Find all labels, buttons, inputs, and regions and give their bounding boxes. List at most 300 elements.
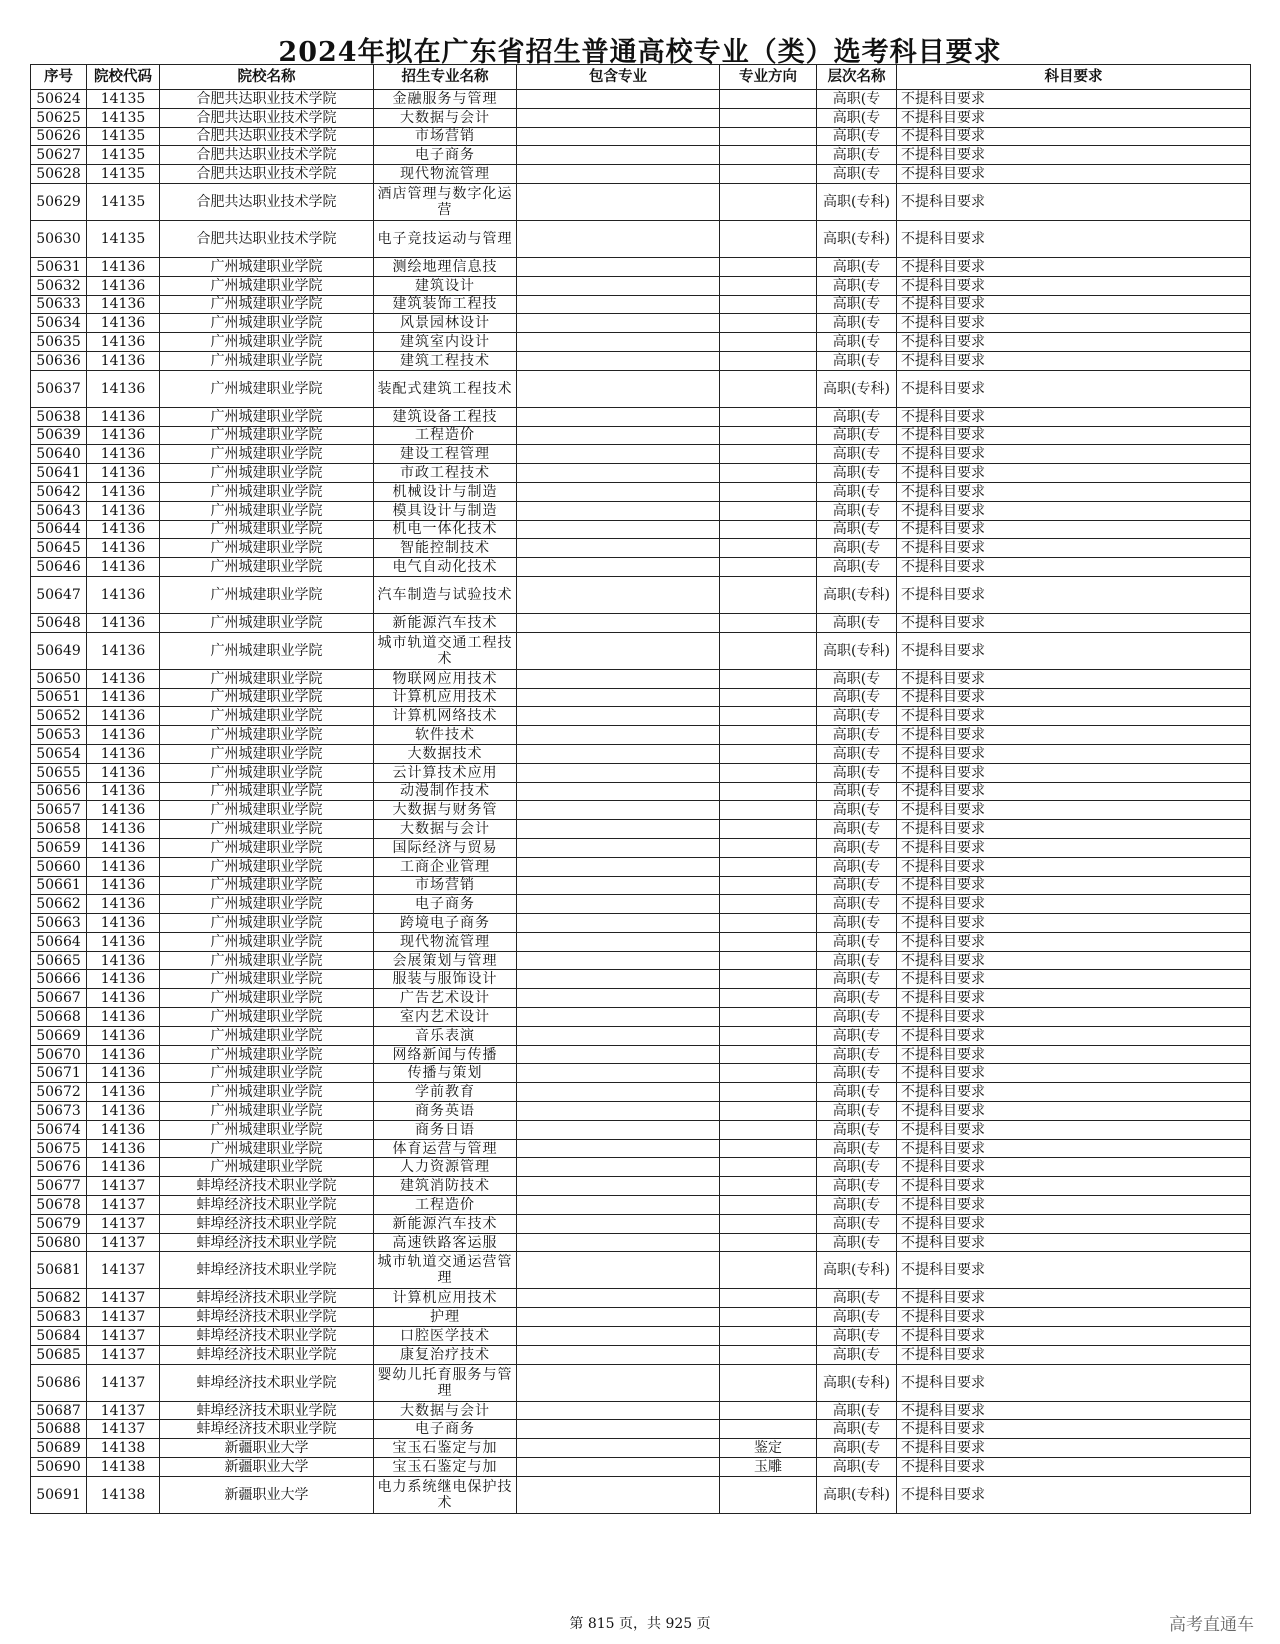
cell-school-name: 广州城建职业学院	[160, 576, 374, 613]
cell-seq: 50691	[31, 1476, 87, 1513]
cell-seq: 50654	[31, 744, 87, 763]
cell-included-majors	[517, 1158, 720, 1177]
cell-included-majors	[517, 558, 720, 577]
cell-direction	[720, 688, 817, 707]
cell-seq: 50684	[31, 1327, 87, 1346]
table-row	[31, 989, 1251, 1008]
cell-subject-req: 不提科目要求	[897, 558, 1251, 577]
cell-seq: 50688	[31, 1420, 87, 1439]
cell-school-name: 蚌埠经济技术职业学院	[160, 1252, 374, 1289]
cell-level: 高职(专	[817, 1289, 897, 1308]
cell-included-majors	[517, 763, 720, 782]
cell-school-code: 14136	[87, 1083, 160, 1102]
cell-major-name: 建筑消防技术	[374, 1177, 517, 1196]
cell-school-name: 广州城建职业学院	[160, 744, 374, 763]
cell-school-name: 广州城建职业学院	[160, 276, 374, 295]
cell-included-majors	[517, 295, 720, 314]
cell-included-majors	[517, 426, 720, 445]
cell-included-majors	[517, 895, 720, 914]
cell-subject-req: 不提科目要求	[897, 838, 1251, 857]
cell-school-code: 14138	[87, 1476, 160, 1513]
cell-school-name: 广州城建职业学院	[160, 876, 374, 895]
cell-major-name: 婴幼儿托育服务与管理	[374, 1364, 517, 1401]
cell-school-code: 14136	[87, 370, 160, 407]
cell-subject-req: 不提科目要求	[897, 876, 1251, 895]
cell-level: 高职(专	[817, 314, 897, 333]
table-row	[31, 613, 1251, 632]
cell-direction	[720, 558, 817, 577]
cell-major-name: 康复治疗技术	[374, 1345, 517, 1364]
cell-school-code: 14136	[87, 669, 160, 688]
table-row	[31, 707, 1251, 726]
table-row	[31, 970, 1251, 989]
cell-subject-req: 不提科目要求	[897, 1008, 1251, 1027]
cell-school-code: 14137	[87, 1196, 160, 1215]
cell-school-code: 14136	[87, 970, 160, 989]
cell-school-name: 广州城建职业学院	[160, 989, 374, 1008]
table-row	[31, 146, 1251, 165]
cell-level: 高职(专	[817, 333, 897, 352]
cell-subject-req: 不提科目要求	[897, 501, 1251, 520]
table-body	[31, 90, 1251, 1514]
table-row	[31, 857, 1251, 876]
cell-school-name: 广州城建职业学院	[160, 932, 374, 951]
cell-school-code: 14137	[87, 1233, 160, 1252]
table-row	[31, 1196, 1251, 1215]
cell-included-majors	[517, 744, 720, 763]
table-row	[31, 1083, 1251, 1102]
cell-subject-req: 不提科目要求	[897, 1214, 1251, 1233]
cell-direction	[720, 1308, 817, 1327]
table-row	[31, 276, 1251, 295]
col-header-school-name: 院校名称	[160, 65, 374, 90]
cell-level: 高职(专	[817, 165, 897, 184]
cell-major-name: 会展策划与管理	[374, 951, 517, 970]
cell-seq: 50664	[31, 932, 87, 951]
cell-major-name: 模具设计与制造	[374, 501, 517, 520]
cell-level: 高职(专	[817, 669, 897, 688]
cell-included-majors	[517, 351, 720, 370]
cell-school-code: 14135	[87, 146, 160, 165]
cell-level: 高职(专	[817, 1158, 897, 1177]
table-row	[31, 1064, 1251, 1083]
cell-school-name: 蚌埠经济技术职业学院	[160, 1401, 374, 1420]
cell-subject-req: 不提科目要求	[897, 1196, 1251, 1215]
cell-level: 高职(专科)	[817, 632, 897, 669]
cell-school-code: 14137	[87, 1364, 160, 1401]
cell-major-name: 软件技术	[374, 726, 517, 745]
cell-included-majors	[517, 914, 720, 933]
cell-school-name: 广州城建职业学院	[160, 257, 374, 276]
cell-school-code: 14136	[87, 951, 160, 970]
cell-included-majors	[517, 314, 720, 333]
col-header-seq: 序号	[31, 65, 87, 90]
cell-direction	[720, 876, 817, 895]
table-row	[31, 1420, 1251, 1439]
cell-subject-req: 不提科目要求	[897, 539, 1251, 558]
cell-school-name: 广州城建职业学院	[160, 1158, 374, 1177]
cell-school-code: 14136	[87, 314, 160, 333]
cell-level: 高职(专	[817, 1196, 897, 1215]
cell-school-code: 14135	[87, 108, 160, 127]
cell-school-code: 14136	[87, 989, 160, 1008]
cell-major-name: 国际经济与贸易	[374, 838, 517, 857]
cell-level: 高职(专	[817, 108, 897, 127]
cell-direction	[720, 1214, 817, 1233]
cell-school-code: 14136	[87, 820, 160, 839]
table-row	[31, 1364, 1251, 1401]
cell-school-code: 14136	[87, 1102, 160, 1121]
table-row	[31, 370, 1251, 407]
cell-school-name: 蚌埠经济技术职业学院	[160, 1177, 374, 1196]
col-header-included-majors: 包含专业	[517, 65, 720, 90]
cell-included-majors	[517, 165, 720, 184]
cell-school-code: 14136	[87, 445, 160, 464]
cell-subject-req: 不提科目要求	[897, 183, 1251, 220]
cell-included-majors	[517, 1289, 720, 1308]
cell-major-name: 机电一体化技术	[374, 520, 517, 539]
cell-major-name: 物联网应用技术	[374, 669, 517, 688]
cell-major-name: 汽车制造与试验技术	[374, 576, 517, 613]
cell-school-code: 14135	[87, 165, 160, 184]
cell-level: 高职(专	[817, 951, 897, 970]
cell-subject-req: 不提科目要求	[897, 1120, 1251, 1139]
cell-seq: 50631	[31, 257, 87, 276]
cell-included-majors	[517, 108, 720, 127]
cell-school-name: 广州城建职业学院	[160, 407, 374, 426]
cell-school-name: 蚌埠经济技术职业学院	[160, 1308, 374, 1327]
cell-school-code: 14136	[87, 426, 160, 445]
cell-major-name: 工程造价	[374, 426, 517, 445]
cell-direction	[720, 970, 817, 989]
cell-school-code: 14136	[87, 914, 160, 933]
cell-seq: 50632	[31, 276, 87, 295]
cell-level: 高职(专	[817, 1233, 897, 1252]
cell-school-code: 14137	[87, 1420, 160, 1439]
cell-school-code: 14136	[87, 482, 160, 501]
cell-included-majors	[517, 801, 720, 820]
cell-level: 高职(专	[817, 90, 897, 109]
cell-direction	[720, 838, 817, 857]
cell-included-majors	[517, 1120, 720, 1139]
table-row	[31, 1401, 1251, 1420]
cell-seq: 50643	[31, 501, 87, 520]
cell-included-majors	[517, 90, 720, 109]
cell-school-code: 14136	[87, 857, 160, 876]
cell-school-name: 广州城建职业学院	[160, 370, 374, 407]
cell-seq: 50642	[31, 482, 87, 501]
cell-school-code: 14136	[87, 407, 160, 426]
cell-level: 高职(专	[817, 1045, 897, 1064]
cell-direction	[720, 257, 817, 276]
cell-subject-req: 不提科目要求	[897, 146, 1251, 165]
cell-major-name: 计算机应用技术	[374, 1289, 517, 1308]
cell-included-majors	[517, 1008, 720, 1027]
cell-included-majors	[517, 932, 720, 951]
cell-direction	[720, 165, 817, 184]
cell-school-name: 合肥共达职业技术学院	[160, 108, 374, 127]
cell-seq: 50665	[31, 951, 87, 970]
cell-seq: 50677	[31, 1177, 87, 1196]
cell-school-code: 14136	[87, 895, 160, 914]
cell-subject-req: 不提科目要求	[897, 726, 1251, 745]
cell-seq: 50667	[31, 989, 87, 1008]
cell-included-majors	[517, 445, 720, 464]
cell-school-name: 广州城建职业学院	[160, 295, 374, 314]
cell-direction	[720, 90, 817, 109]
cell-subject-req: 不提科目要求	[897, 257, 1251, 276]
table-row	[31, 558, 1251, 577]
cell-direction	[720, 820, 817, 839]
table-row	[31, 333, 1251, 352]
cell-seq: 50653	[31, 726, 87, 745]
table-row	[31, 1214, 1251, 1233]
cell-subject-req: 不提科目要求	[897, 576, 1251, 613]
cell-included-majors	[517, 257, 720, 276]
cell-school-name: 蚌埠经济技术职业学院	[160, 1214, 374, 1233]
table-row	[31, 257, 1251, 276]
cell-direction	[720, 445, 817, 464]
cell-major-name: 酒店管理与数字化运营	[374, 183, 517, 220]
cell-subject-req: 不提科目要求	[897, 482, 1251, 501]
cell-school-code: 14136	[87, 744, 160, 763]
cell-included-majors	[517, 1420, 720, 1439]
cell-seq: 50674	[31, 1120, 87, 1139]
cell-school-code: 14136	[87, 801, 160, 820]
cell-school-code: 14136	[87, 763, 160, 782]
cell-included-majors	[517, 1045, 720, 1064]
cell-major-name: 电子竞技运动与管理	[374, 220, 517, 257]
cell-school-name: 新疆职业大学	[160, 1439, 374, 1458]
cell-major-name: 现代物流管理	[374, 932, 517, 951]
table-row	[31, 482, 1251, 501]
cell-seq: 50630	[31, 220, 87, 257]
table-row	[31, 520, 1251, 539]
cell-subject-req: 不提科目要求	[897, 1476, 1251, 1513]
cell-school-name: 广州城建职业学院	[160, 726, 374, 745]
cell-level: 高职(专	[817, 726, 897, 745]
cell-level: 高职(专	[817, 539, 897, 558]
cell-subject-req: 不提科目要求	[897, 276, 1251, 295]
cell-major-name: 城市轨道交通工程技术	[374, 632, 517, 669]
cell-school-code: 14137	[87, 1177, 160, 1196]
cell-included-majors	[517, 1102, 720, 1121]
cell-level: 高职(专	[817, 763, 897, 782]
cell-level: 高职(专	[817, 820, 897, 839]
cell-subject-req: 不提科目要求	[897, 1102, 1251, 1121]
cell-seq: 50672	[31, 1083, 87, 1102]
table-row	[31, 688, 1251, 707]
cell-direction	[720, 1045, 817, 1064]
cell-direction	[720, 220, 817, 257]
cell-included-majors	[517, 1252, 720, 1289]
cell-school-code: 14137	[87, 1214, 160, 1233]
cell-major-name: 建筑设计	[374, 276, 517, 295]
cell-seq: 50639	[31, 426, 87, 445]
cell-direction	[720, 726, 817, 745]
cell-included-majors	[517, 333, 720, 352]
cell-school-code: 14137	[87, 1327, 160, 1346]
cell-seq: 50666	[31, 970, 87, 989]
cell-level: 高职(专	[817, 1008, 897, 1027]
cell-direction	[720, 1139, 817, 1158]
cell-major-name: 市场营销	[374, 127, 517, 146]
cell-direction	[720, 632, 817, 669]
cell-level: 高职(专	[817, 276, 897, 295]
cell-major-name: 智能控制技术	[374, 539, 517, 558]
cell-seq: 50678	[31, 1196, 87, 1215]
cell-school-name: 广州城建职业学院	[160, 558, 374, 577]
col-header-level: 层次名称	[817, 65, 897, 90]
cell-seq: 50670	[31, 1045, 87, 1064]
cell-major-name: 城市轨道交通运营管理	[374, 1252, 517, 1289]
cell-school-name: 合肥共达职业技术学院	[160, 183, 374, 220]
cell-subject-req: 不提科目要求	[897, 220, 1251, 257]
cell-direction	[720, 183, 817, 220]
cell-major-name: 大数据技术	[374, 744, 517, 763]
cell-subject-req: 不提科目要求	[897, 989, 1251, 1008]
cell-direction	[720, 1158, 817, 1177]
cell-direction	[720, 763, 817, 782]
cell-level: 高职(专	[817, 1064, 897, 1083]
cell-major-name: 电子商务	[374, 895, 517, 914]
cell-school-code: 14136	[87, 520, 160, 539]
cell-school-code: 14135	[87, 183, 160, 220]
cell-seq: 50659	[31, 838, 87, 857]
table-row	[31, 576, 1251, 613]
cell-school-code: 14136	[87, 707, 160, 726]
cell-major-name: 大数据与财务管	[374, 801, 517, 820]
cell-school-name: 广州城建职业学院	[160, 1026, 374, 1045]
cell-major-name: 传播与策划	[374, 1064, 517, 1083]
cell-seq: 50668	[31, 1008, 87, 1027]
cell-subject-req: 不提科目要求	[897, 90, 1251, 109]
cell-school-code: 14136	[87, 501, 160, 520]
cell-school-name: 广州城建职业学院	[160, 688, 374, 707]
cell-seq: 50629	[31, 183, 87, 220]
cell-subject-req: 不提科目要求	[897, 1327, 1251, 1346]
cell-seq: 50673	[31, 1102, 87, 1121]
cell-included-majors	[517, 1233, 720, 1252]
cell-direction	[720, 1327, 817, 1346]
cell-major-name: 宝玉石鉴定与加	[374, 1458, 517, 1477]
cell-level: 高职(专	[817, 351, 897, 370]
cell-direction	[720, 370, 817, 407]
cell-subject-req: 不提科目要求	[897, 1026, 1251, 1045]
cell-included-majors	[517, 1401, 720, 1420]
cell-included-majors	[517, 951, 720, 970]
cell-level: 高职(专	[817, 876, 897, 895]
cell-major-name: 金融服务与管理	[374, 90, 517, 109]
cell-seq: 50690	[31, 1458, 87, 1477]
cell-subject-req: 不提科目要求	[897, 295, 1251, 314]
cell-included-majors	[517, 989, 720, 1008]
cell-school-code: 14136	[87, 558, 160, 577]
cell-level: 高职(专	[817, 1458, 897, 1477]
cell-major-name: 高速铁路客运服	[374, 1233, 517, 1252]
cell-major-name: 新能源汽车技术	[374, 1214, 517, 1233]
cell-level: 高职(专	[817, 1177, 897, 1196]
cell-subject-req: 不提科目要求	[897, 1064, 1251, 1083]
cell-included-majors	[517, 632, 720, 669]
cell-major-name: 机械设计与制造	[374, 482, 517, 501]
cell-direction	[720, 857, 817, 876]
document-title: 2024年拟在广东省招生普通高校专业（类）选考科目要求	[278, 37, 1002, 68]
cell-subject-req: 不提科目要求	[897, 1252, 1251, 1289]
cell-subject-req: 不提科目要求	[897, 407, 1251, 426]
cell-level: 高职(专	[817, 1102, 897, 1121]
cell-direction: 鉴定	[720, 1439, 817, 1458]
cell-school-code: 14137	[87, 1401, 160, 1420]
cell-included-majors	[517, 276, 720, 295]
cell-subject-req: 不提科目要求	[897, 801, 1251, 820]
table-row	[31, 90, 1251, 109]
brand-watermark: 高考直通车	[1169, 1615, 1254, 1635]
cell-included-majors	[517, 1064, 720, 1083]
cell-major-name: 电气自动化技术	[374, 558, 517, 577]
cell-school-name: 广州城建职业学院	[160, 464, 374, 483]
cell-subject-req: 不提科目要求	[897, 127, 1251, 146]
cell-subject-req: 不提科目要求	[897, 1139, 1251, 1158]
cell-direction	[720, 914, 817, 933]
cell-subject-req: 不提科目要求	[897, 1177, 1251, 1196]
cell-school-name: 广州城建职业学院	[160, 539, 374, 558]
cell-level: 高职(专	[817, 838, 897, 857]
cell-school-name: 广州城建职业学院	[160, 763, 374, 782]
cell-level: 高职(专	[817, 295, 897, 314]
cell-subject-req: 不提科目要求	[897, 1233, 1251, 1252]
cell-included-majors	[517, 613, 720, 632]
cell-school-name: 广州城建职业学院	[160, 895, 374, 914]
cell-included-majors	[517, 1439, 720, 1458]
cell-direction	[720, 669, 817, 688]
cell-seq: 50687	[31, 1401, 87, 1420]
cell-major-name: 宝玉石鉴定与加	[374, 1439, 517, 1458]
cell-included-majors	[517, 370, 720, 407]
table-row	[31, 1458, 1251, 1477]
cell-seq: 50655	[31, 763, 87, 782]
cell-level: 高职(专	[817, 989, 897, 1008]
cell-major-name: 大数据与会计	[374, 108, 517, 127]
cell-seq: 50647	[31, 576, 87, 613]
cell-level: 高职(专	[817, 1139, 897, 1158]
cell-direction	[720, 333, 817, 352]
cell-seq: 50662	[31, 895, 87, 914]
cell-school-code: 14136	[87, 726, 160, 745]
cell-subject-req: 不提科目要求	[897, 426, 1251, 445]
cell-seq: 50656	[31, 782, 87, 801]
cell-school-name: 广州城建职业学院	[160, 520, 374, 539]
table-row	[31, 1026, 1251, 1045]
cell-included-majors	[517, 1476, 720, 1513]
cell-seq: 50680	[31, 1233, 87, 1252]
cell-subject-req: 不提科目要求	[897, 744, 1251, 763]
cell-included-majors	[517, 1345, 720, 1364]
cell-seq: 50658	[31, 820, 87, 839]
cell-included-majors	[517, 857, 720, 876]
cell-school-name: 广州城建职业学院	[160, 482, 374, 501]
cell-school-code: 14135	[87, 127, 160, 146]
cell-seq: 50646	[31, 558, 87, 577]
cell-direction	[720, 314, 817, 333]
cell-level: 高职(专	[817, 801, 897, 820]
cell-subject-req: 不提科目要求	[897, 632, 1251, 669]
cell-school-name: 蚌埠经济技术职业学院	[160, 1289, 374, 1308]
cell-level: 高职(专	[817, 1420, 897, 1439]
table-row	[31, 127, 1251, 146]
cell-subject-req: 不提科目要求	[897, 445, 1251, 464]
cell-seq: 50626	[31, 127, 87, 146]
